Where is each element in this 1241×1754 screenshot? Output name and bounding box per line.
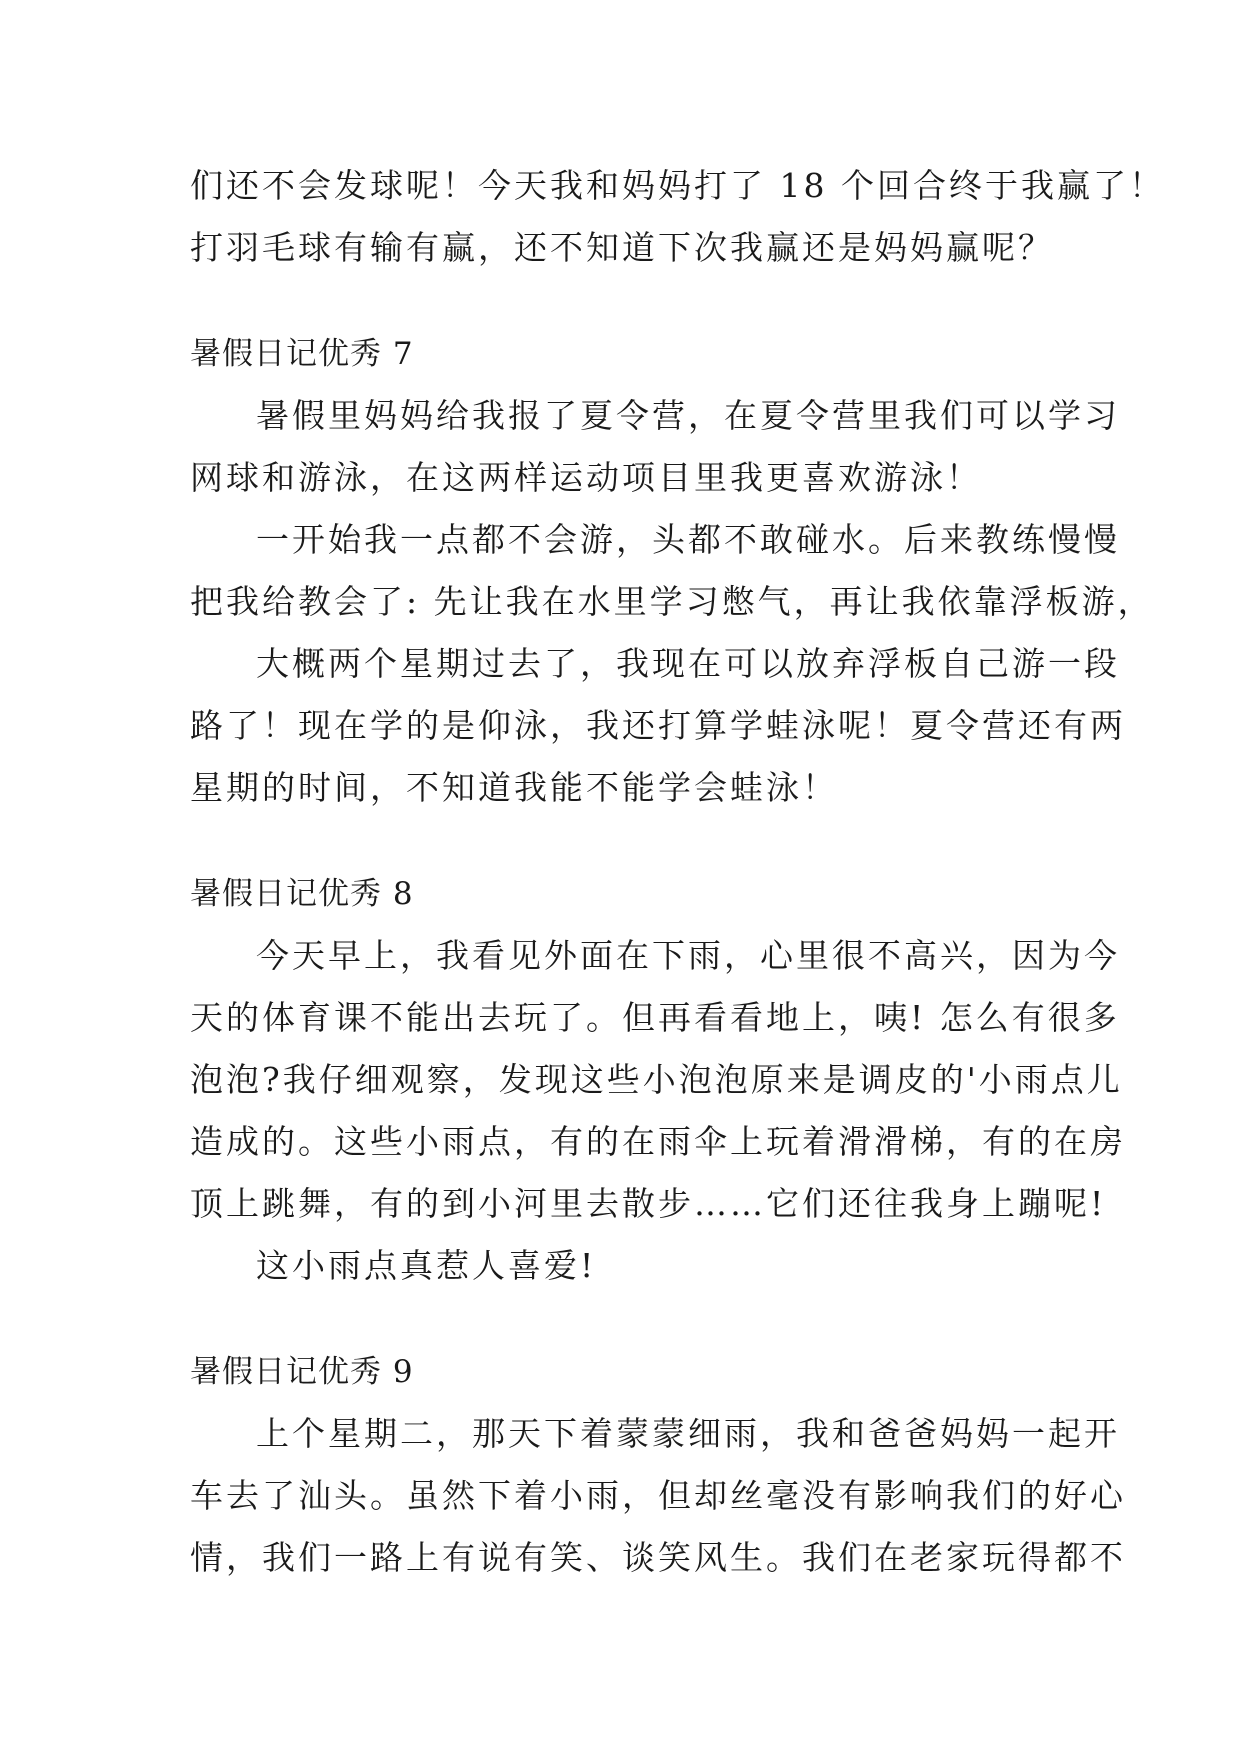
text-line: 打羽毛球有输有赢，还不知道下次我赢还是妈妈赢呢？ <box>190 228 1054 267</box>
document-body <box>190 155 1165 1589</box>
text-line: 星期的时间，不知道我能不能学会蛙泳！ <box>190 768 838 807</box>
text-line: 一开始我一点都不会游，头都不敢碰水。后来教练慢慢 <box>256 520 1120 559</box>
section-heading: 暑假日记优秀 9 <box>190 1354 414 1390</box>
text-line: 今天早上，我看见外面在下雨，心里很不高兴，因为今 <box>256 936 1120 975</box>
text-line: 路了！现在学的是仰泳，我还打算学蛙泳呢！夏令营还有两 <box>190 706 1126 745</box>
text-line: 大概两个星期过去了，我现在可以放弃浮板自己游一段 <box>256 644 1120 683</box>
text-line: 泡泡?我仔细观察，发现这些小泡泡原来是调皮的'小雨点儿 <box>190 1060 1123 1099</box>
text-line: 顶上跳舞，有的到小河里去散步……它们还往我身上蹦呢! <box>190 1184 1107 1223</box>
text-line: 上个星期二，那天下着蒙蒙细雨，我和爸爸妈妈一起开 <box>256 1414 1120 1453</box>
text-line: 情，我们一路上有说有笑、谈笑风生。我们在老家玩得都不 <box>190 1538 1126 1577</box>
section-heading: 暑假日记优秀 8 <box>190 876 414 912</box>
text-line: 天的体育课不能出去玩了。但再看看地上，咦! 怎么有很多 <box>190 998 1120 1037</box>
text-line: 暑假里妈妈给我报了夏令营，在夏令营里我们可以学习 <box>256 396 1120 435</box>
text-line: 造成的。这些小雨点，有的在雨伞上玩着滑滑梯，有的在房 <box>190 1122 1126 1161</box>
text-line: 把我给教会了: 先让我在水里学习憋气，再让我依靠浮板游， <box>190 582 1154 621</box>
text-line: 网球和游泳，在这两样运动项目里我更喜欢游泳！ <box>190 458 982 497</box>
text-line: 这小雨点真惹人喜爱! <box>256 1246 597 1285</box>
text-line: 们还不会发球呢！今天我和妈妈打了 18 个回合终于我赢了！ <box>190 166 1165 205</box>
text-line: 车去了汕头。虽然下着小雨，但却丝毫没有影响我们的好心 <box>190 1476 1126 1515</box>
section-heading: 暑假日记优秀 7 <box>190 336 414 372</box>
